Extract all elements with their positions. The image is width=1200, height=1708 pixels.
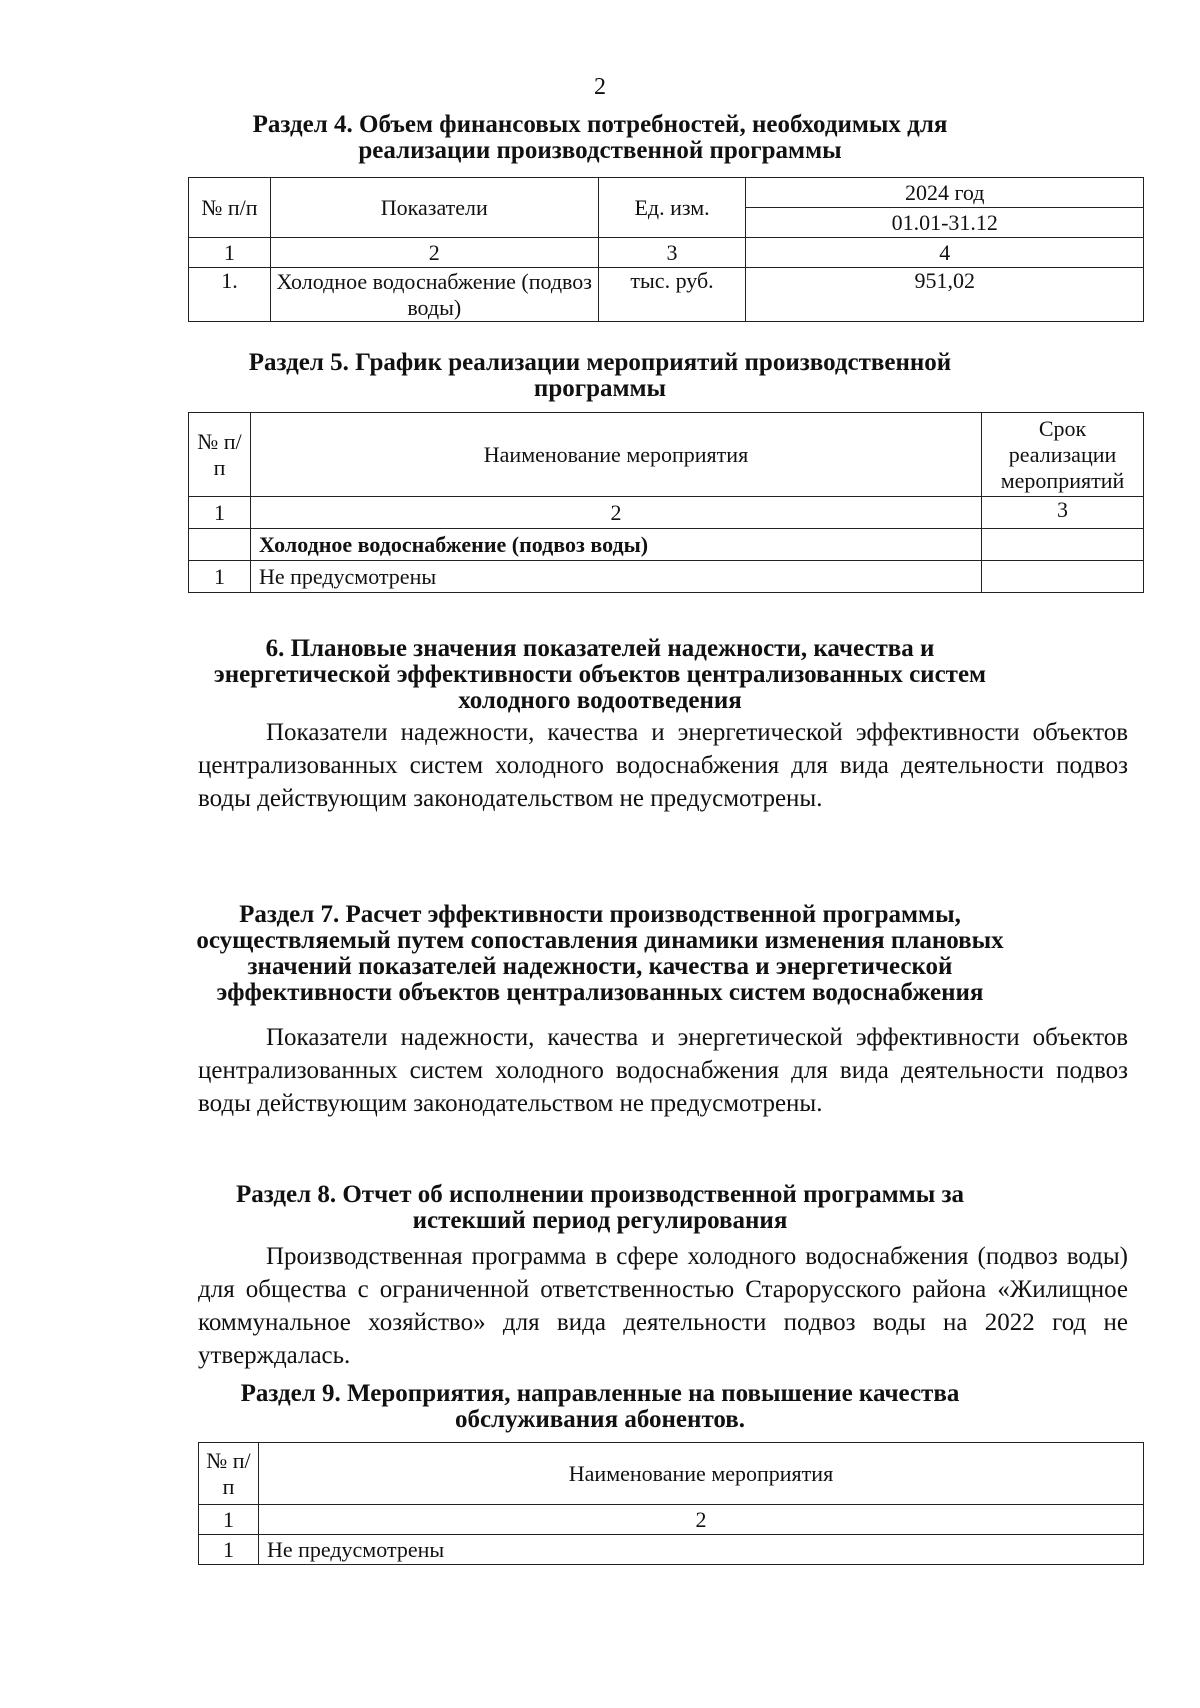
- s5-head-name: Наименование мероприятия: [250, 413, 981, 497]
- section9-title: [0, 1381, 1200, 1433]
- section6-title: [0, 636, 1200, 714]
- section8-title: [0, 1182, 1200, 1234]
- section5-title-line2: программы: [533, 375, 667, 402]
- s4-colnum: 4: [746, 238, 1144, 268]
- section4-title-line2: реализации производственной программы: [358, 137, 842, 164]
- s5-head-num: № п/п: [189, 413, 251, 497]
- section6-text-block: [198, 716, 1128, 815]
- section6-title-line3: холодного водоотведения: [458, 687, 742, 714]
- s4-head-year: 2024 год: [746, 178, 1144, 208]
- section7-text: Показатели надежности, качества и энергетической эффективности объектов централизованных систем холодного водоснабжения для вида деятельности подвоз воды действующим законодательством не предусмотрены.: [198, 1024, 1128, 1117]
- section9-title-line1: Раздел 9. Мероприятия, направленные на повышение качества: [240, 1380, 960, 1407]
- s4-head-unit: Ед. изм.: [598, 178, 746, 238]
- section4-title-line1: Раздел 4. Объем финансовых потребностей, необходимых для: [252, 111, 948, 138]
- s5-colnum: 2: [250, 497, 981, 529]
- s5-row-term: [982, 561, 1144, 593]
- section7-title: [0, 902, 1200, 1006]
- s5-group-empty: [982, 529, 1144, 561]
- s5-colnum: 1: [189, 497, 251, 529]
- section8-title-line1: Раздел 8. Отчет об исполнении производственной программы за: [235, 1181, 965, 1208]
- s4-colnum: 2: [270, 238, 598, 268]
- s5-row-num: 1: [189, 561, 251, 593]
- section5-title: [0, 350, 1200, 402]
- section6-title-line1: 6. Плановые значения показателей надежности, качества и: [265, 635, 935, 662]
- section8-text-block: [198, 1240, 1128, 1372]
- section5-title-line1: Раздел 5. График реализации мероприятий производственной: [248, 349, 952, 376]
- s4-row-value: 951,02: [746, 268, 1144, 322]
- section7-title-line4: эффективности объектов централизованных систем водоснабжения: [216, 979, 984, 1006]
- section8-text: Производственная программа в сфере холодного водоснабжения (подвоз воды) для общества с ограниченной ответственностью Старорусского района «Жилищное коммунальное хозяйство» для вида деятельности подвоз воды на 2022 год не утверждалась.: [198, 1243, 1128, 1369]
- s9-colnum: 2: [258, 1505, 1143, 1535]
- s9-colnum: 1: [199, 1505, 259, 1535]
- s9-row-num: 1: [199, 1535, 259, 1565]
- s4-row-indicator: Холодное водоснабжение (подвоз воды): [270, 268, 598, 322]
- s5-colnum: 3: [982, 497, 1144, 529]
- s9-row-name: Не предусмотрены: [258, 1535, 1143, 1565]
- section7-title-line3: значений показателей надежности, качества и энергетической: [247, 953, 953, 980]
- s4-colnum: 3: [598, 238, 746, 268]
- s4-row-unit: тыс. руб.: [598, 268, 746, 322]
- s4-colnum: 1: [189, 238, 271, 268]
- section8-title-line2: истекший период регулирования: [412, 1207, 788, 1234]
- s5-group-label: Холодное водоснабжение (подвоз воды): [250, 529, 981, 561]
- section9-title-line2: обслуживания абонентов.: [454, 1406, 746, 1433]
- section7-text-block: [198, 1021, 1128, 1120]
- s9-head-name: Наименование мероприятия: [258, 1443, 1143, 1505]
- section7-title-line1: Раздел 7. Расчет эффективности производственной программы,: [239, 901, 961, 928]
- s5-group-empty: [189, 529, 251, 561]
- section6-text: Показатели надежности, качества и энергетической эффективности объектов централизованных систем холодного водоснабжения для вида деятельности подвоз воды действующим законодательством не предусмотрены.: [198, 719, 1128, 812]
- s5-head-term: Срок реализации мероприятий: [982, 413, 1144, 497]
- section9-table: [198, 1442, 1144, 1565]
- s4-head-num: № п/п: [189, 178, 271, 238]
- section7-title-line2: осуществляемый путем сопоставления динамики изменения плановых: [196, 927, 1004, 954]
- s5-row-name: Не предусмотрены: [250, 561, 981, 593]
- s4-head-indicator: Показатели: [270, 178, 598, 238]
- section6-title-line2: энергетической эффективности объектов централизованных систем: [213, 661, 987, 688]
- s4-head-period: 01.01-31.12: [746, 208, 1144, 238]
- s4-row-num: 1.: [189, 268, 271, 322]
- section4-title: [0, 112, 1200, 164]
- s9-head-num: № п/п: [199, 1443, 259, 1505]
- section4-table: [188, 177, 1144, 322]
- page-number: 2: [594, 74, 606, 100]
- section5-table: [188, 412, 1144, 593]
